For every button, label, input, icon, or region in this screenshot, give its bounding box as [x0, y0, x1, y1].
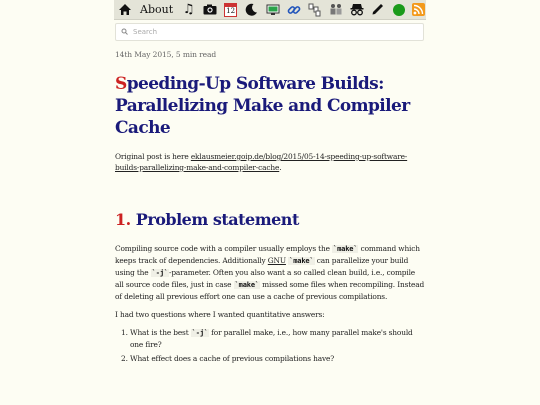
search-box[interactable] [115, 23, 424, 41]
rss-icon[interactable] [412, 3, 425, 16]
section-number: 1. [115, 210, 131, 229]
spacer [115, 180, 425, 210]
pen-icon[interactable] [370, 2, 385, 17]
link-icon[interactable] [286, 2, 301, 17]
home-icon[interactable] [117, 2, 132, 17]
original-post-link[interactable]: eklausmeier.goip.de/blog/2015/05-14-speeding-up-software-builds-parallelizing-make-and-compiler-cache [115, 152, 408, 172]
body-paragraph-1 [115, 243, 425, 302]
green-dot-icon[interactable] [391, 2, 406, 17]
text: for parallel make, i.e., how many parallel make's should one fire? [130, 328, 413, 349]
music-icon[interactable]: ♫ [182, 2, 195, 17]
body-paragraph-2: I had two questions where I wanted quantitative answers: [115, 310, 325, 319]
moon-icon[interactable] [244, 2, 259, 17]
title-initial: S [115, 74, 127, 94]
intro-paragraph [115, 151, 425, 173]
page-title [115, 73, 425, 139]
inline-code: `make` [289, 257, 314, 265]
inline-code: `make` [333, 245, 358, 253]
text: -parameter. Often you also want a so called clean build, i.e., compile all source code files, just in case [115, 268, 416, 289]
question-list [115, 327, 425, 364]
search-icon [121, 28, 128, 37]
camera-icon[interactable] [202, 2, 217, 17]
inline-code: `make` [234, 281, 259, 289]
section-heading [115, 210, 425, 229]
search-input[interactable] [133, 28, 413, 36]
inline-code: `-j` [191, 329, 208, 337]
list-item: 2. What effect does a cache of previous compilations have? [130, 353, 425, 364]
calendar-icon[interactable] [223, 2, 238, 17]
text: What is the best [130, 328, 191, 337]
list-item [130, 327, 425, 350]
intro-prefix: Original post is here [115, 152, 191, 161]
article [115, 50, 425, 367]
text: Compiling source code with a compiler usually employs the [115, 244, 333, 253]
text: can parallelize your build using the [115, 256, 409, 277]
text: missed some files when recompiling. Instead of deleting all previous effort one can use a cache of previous compilations. [115, 280, 425, 301]
calendar-day: 12 [224, 3, 237, 17]
inline-code: `-j` [151, 269, 168, 277]
title-text: peeding-Up Software Builds: Parallelizing Make and Compiler Cache [115, 74, 410, 138]
people-icon[interactable] [328, 2, 343, 17]
text: command which keeps track of dependencies. Additionally [115, 244, 420, 265]
intro-suffix: . [279, 163, 282, 172]
post-meta: 14th May 2015, 5 min read [115, 50, 217, 59]
files-icon[interactable] [307, 2, 322, 17]
section-title: Problem statement [135, 210, 299, 229]
monitor-icon[interactable] [265, 2, 280, 17]
top-nav-bar [114, 0, 426, 20]
about-link[interactable]: About [140, 3, 174, 16]
incognito-icon[interactable] [349, 2, 364, 17]
gnu-link[interactable]: GNU [267, 256, 286, 265]
